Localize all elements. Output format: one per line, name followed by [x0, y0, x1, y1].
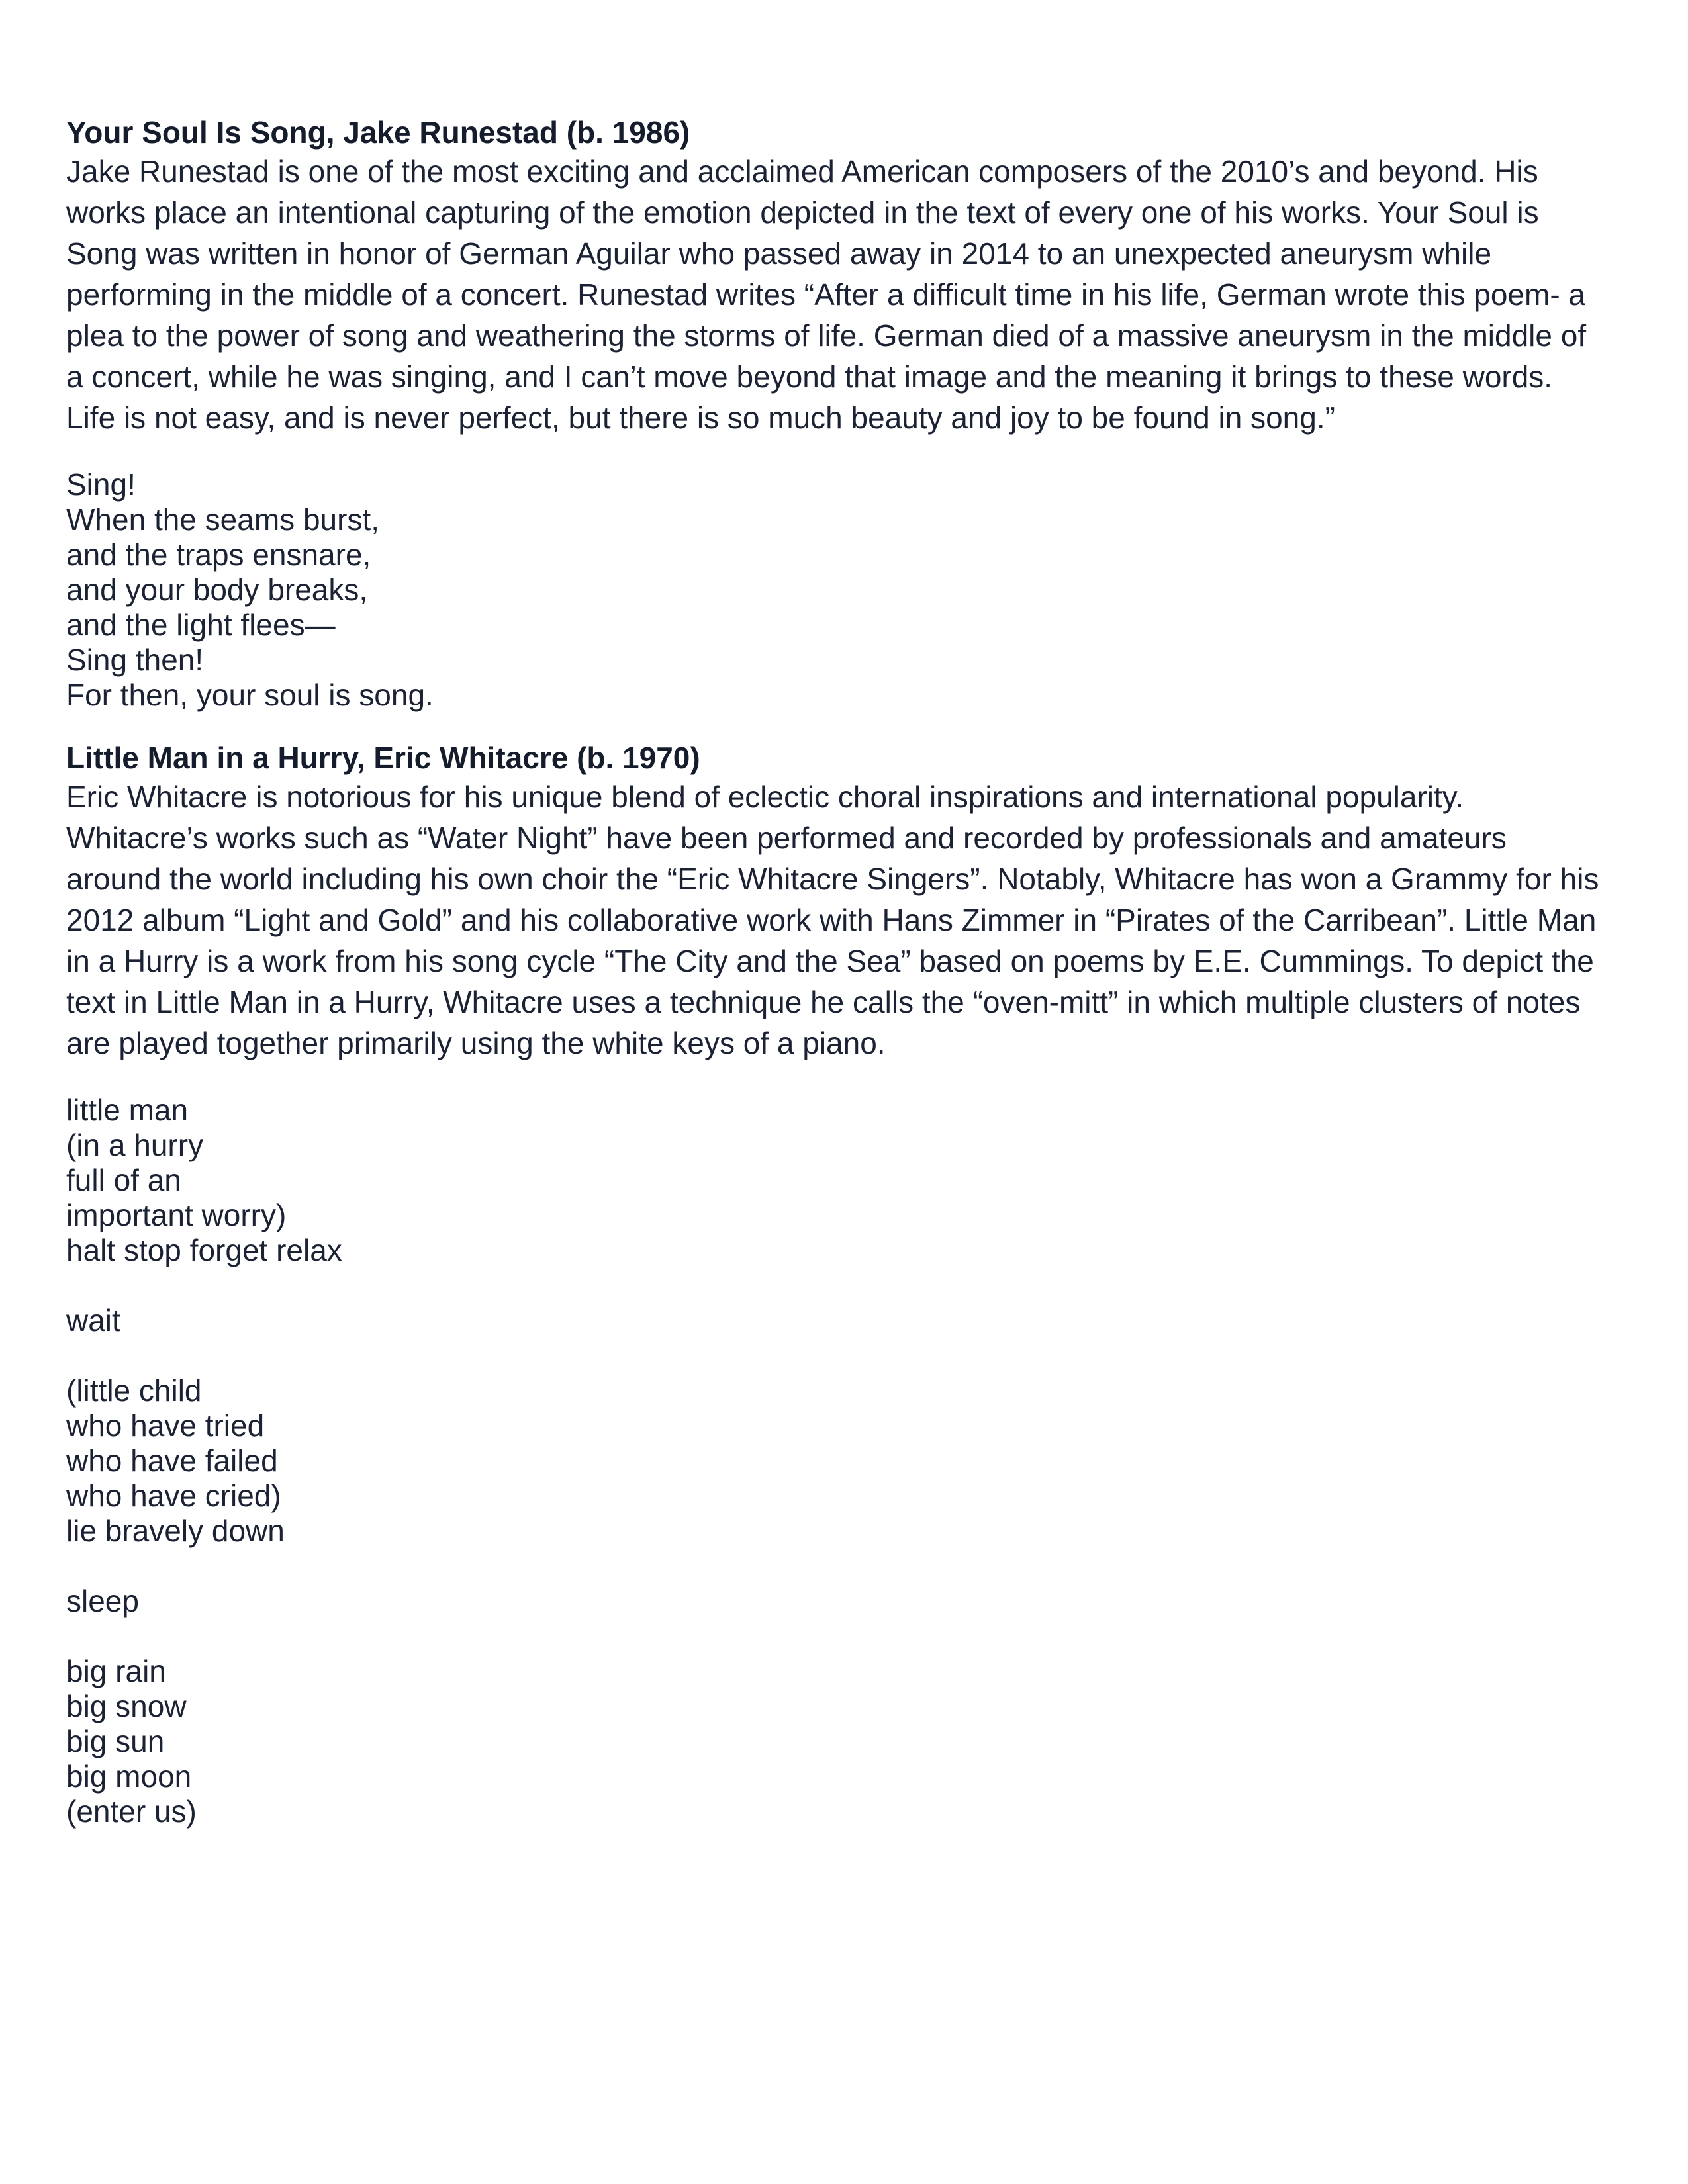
- poem-stanza: [66, 1654, 1609, 1829]
- poem-text: [66, 1093, 1609, 1829]
- poem-line: For then, your soul is song.: [66, 678, 434, 712]
- section-description: Jake Runestad is one of the most exciting and acclaimed American composers of the 2010’s and beyond. His works place an intentional capturing of the emotion depicted in the text of every one of his works. Your Soul is Song was written in honor of German Aguilar who passed away in 2014 to an unexpected aneurysm while performing in the middle of a concert. Runestad writes “After a difficult time in his life, German wrote this poem- a plea to the power of song and weathering the storms of life. German died of a massive aneurysm in the middle of a concert, while he was singing, and I can’t move beyond that image and the meaning it brings to these words. Life is not easy, and is never perfect, but there is so much beauty and joy to be found in song.”: [66, 154, 1587, 435]
- poem-line: big sun: [66, 1724, 165, 1758]
- poem-line: important worry): [66, 1198, 287, 1232]
- poem-line: who have failed: [66, 1443, 278, 1478]
- poem-stanza: [66, 467, 1609, 713]
- poem-line: and the light flees—: [66, 608, 336, 642]
- poem-line: When the seams burst,: [66, 502, 379, 537]
- poem-line: Sing!: [66, 467, 136, 502]
- poem-line: big snow: [66, 1689, 187, 1723]
- program-notes-page: [66, 114, 1609, 1856]
- poem-line: (in a hurry: [66, 1128, 204, 1162]
- poem-line: big rain: [66, 1654, 166, 1688]
- poem-line: full of an: [66, 1163, 181, 1197]
- poem-stanza: [66, 1373, 1609, 1549]
- poem-line: who have tried: [66, 1408, 265, 1443]
- poem-line: and your body breaks,: [66, 572, 368, 607]
- poem-line: wait: [66, 1303, 120, 1338]
- section-heading: Your Soul Is Song, Jake Runestad (b. 1986): [66, 115, 690, 150]
- poem-line: little man: [66, 1093, 189, 1127]
- poem-line: Sing then!: [66, 643, 204, 677]
- poem-line: (enter us): [66, 1794, 197, 1829]
- poem-stanza: [66, 1303, 1609, 1338]
- poem-line: (little child: [66, 1373, 202, 1408]
- poem-line: and the traps ensnare,: [66, 537, 371, 572]
- poem-stanza: [66, 1093, 1609, 1268]
- poem-stanza: [66, 1584, 1609, 1619]
- poem-line: big moon: [66, 1759, 192, 1794]
- poem-line: lie bravely down: [66, 1514, 285, 1548]
- poem-line: halt stop forget relax: [66, 1233, 342, 1267]
- section-little-man-in-a-hurry: [66, 739, 1609, 1829]
- poem-text: [66, 467, 1609, 713]
- poem-line: who have cried): [66, 1479, 281, 1513]
- section-heading: Little Man in a Hurry, Eric Whitacre (b. 1970): [66, 741, 700, 775]
- poem-line: sleep: [66, 1584, 139, 1618]
- section-your-soul-is-song: [66, 114, 1609, 713]
- section-description: Eric Whitacre is notorious for his unique blend of eclectic choral inspirations and international popularity. Whitacre’s works such as “Water Night” have been performed and recorded by professionals and amateurs around the world including his own choir the “Eric Whitacre Singers”. Notably, Whitacre has won a Grammy for his 2012 album “Light and Gold” and his collaborative work with Hans Zimmer in “Pirates of the Carribean”. Little Man in a Hurry is a work from his song cycle “The City and the Sea” based on poems by E.E. Cummings. To depict the text in Little Man in a Hurry, Whitacre uses a technique he calls the “oven-mitt” in which multiple clusters of notes are played together primarily using the white keys of a piano.: [66, 780, 1599, 1060]
